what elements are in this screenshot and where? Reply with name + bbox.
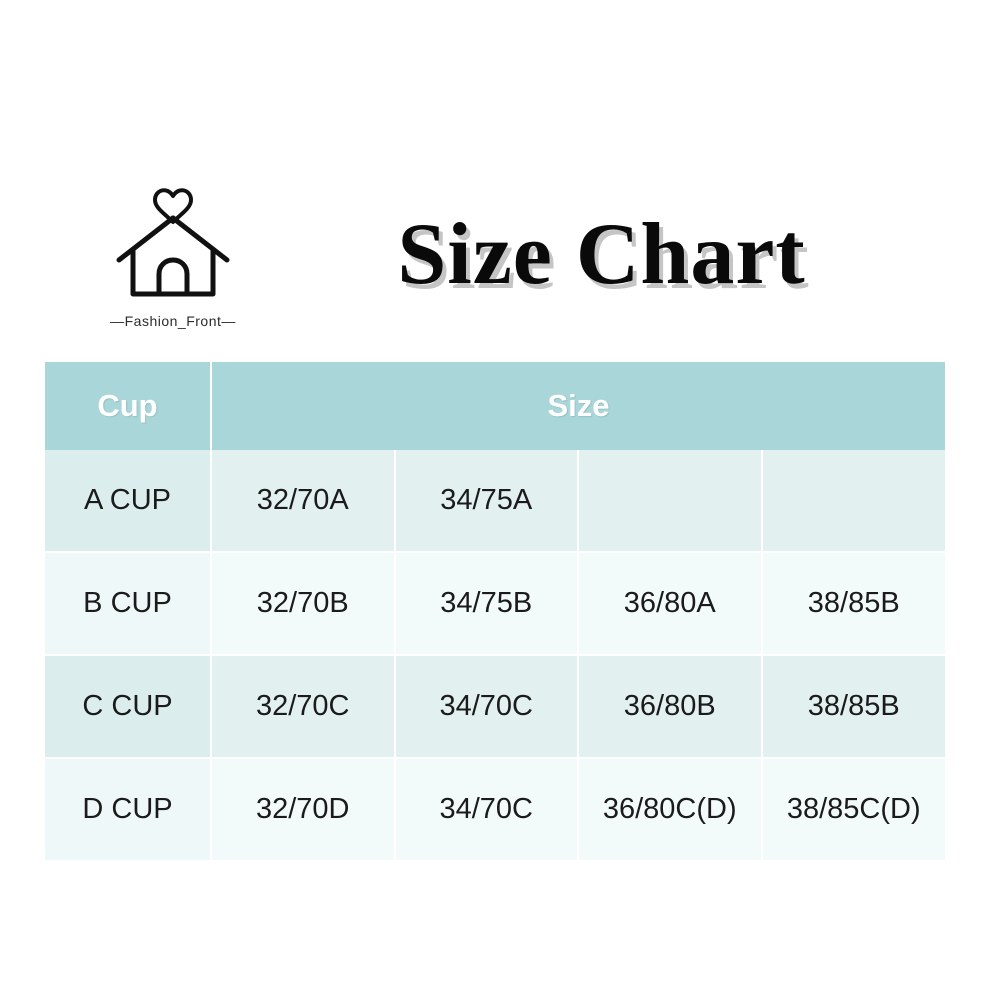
table-row xyxy=(45,655,945,758)
size-cell: 36/80C(D) xyxy=(578,758,762,860)
size-cell: 38/85B xyxy=(762,655,946,758)
column-header-cup: Cup xyxy=(45,362,211,450)
size-cell: 36/80A xyxy=(578,552,762,655)
cup-label: A CUP xyxy=(45,450,211,552)
table-body xyxy=(45,450,945,860)
table-row xyxy=(45,758,945,860)
size-cell: 34/70C xyxy=(395,655,579,758)
size-table-wrapper xyxy=(45,362,945,860)
size-cell: 34/75B xyxy=(395,552,579,655)
size-cell xyxy=(578,450,762,552)
cup-label: C CUP xyxy=(45,655,211,758)
size-table xyxy=(45,362,945,860)
size-cell: 38/85B xyxy=(762,552,946,655)
brand-block xyxy=(58,182,288,329)
size-cell xyxy=(762,450,946,552)
size-cell: 34/75A xyxy=(395,450,579,552)
table-row xyxy=(45,552,945,655)
cup-label: B CUP xyxy=(45,552,211,655)
house-with-heart-icon xyxy=(103,182,243,307)
table-header-row xyxy=(45,362,945,450)
size-cell: 34/70C xyxy=(395,758,579,860)
table-head xyxy=(45,362,945,450)
size-cell: 38/85C(D) xyxy=(762,758,946,860)
column-header-size: Size xyxy=(211,362,945,450)
size-cell: 32/70C xyxy=(211,655,395,758)
size-cell: 36/80B xyxy=(578,655,762,758)
size-cell: 32/70D xyxy=(211,758,395,860)
table-row xyxy=(45,450,945,552)
page-title: Size Chart xyxy=(397,206,806,303)
size-cell: 32/70B xyxy=(211,552,395,655)
size-cell: 32/70A xyxy=(211,450,395,552)
brand-name: —Fashion_Front— xyxy=(110,312,236,329)
page-header xyxy=(0,160,1005,350)
cup-label: D CUP xyxy=(45,758,211,860)
